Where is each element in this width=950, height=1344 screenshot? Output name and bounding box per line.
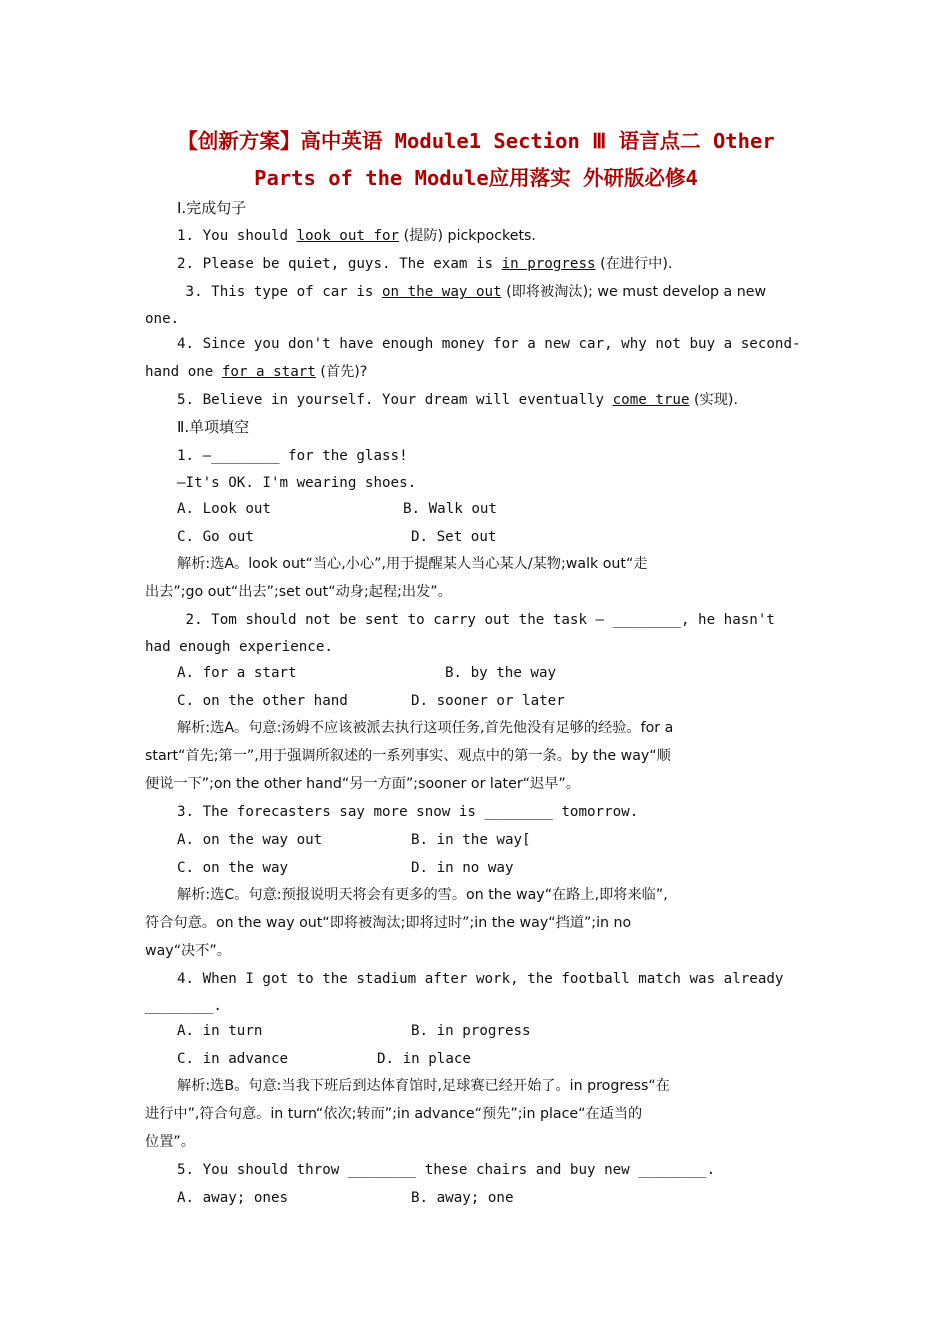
section-1-heading: Ⅰ.完成句子 <box>177 199 247 217</box>
question-4-option-d: D. in place <box>377 1051 471 1067</box>
question-3-option-b: B. in the way[ <box>411 832 531 848</box>
question-1-option-b: B. Walk out <box>403 501 497 517</box>
question-5-stem: 5. You should throw ________ these chairs and buy new ________. <box>177 1162 716 1178</box>
question-1-analysis-line-1: 解析:选A。look out“当心,小心”,用于提醒某人当心某人/某物;walk out“走 <box>177 556 648 572</box>
question-3-stem: 3. The forecasters say more snow is ________ tomorrow. <box>177 804 639 820</box>
sentence-3-hint: (即将被淘汰); we must develop a new <box>501 284 767 300</box>
question-2-option-a: A. for a start <box>177 665 297 681</box>
sentence-5-answer: come true <box>612 392 690 408</box>
sentence-3-text: 3. This type of car is <box>177 284 382 300</box>
question-2-option-d: D. sooner or later <box>411 693 565 709</box>
question-2-analysis-line-1: 解析:选A。句意:汤姆不应该被派去执行这项任务,首先他没有足够的经验。for a <box>177 720 674 736</box>
question-3-analysis-line-1: 解析:选C。句意:预报说明天将会有更多的雪。on the way“在路上,即将来临”, <box>177 887 668 903</box>
question-2-option-b: B. by the way <box>445 665 557 681</box>
document-title-line-1: 【创新方案】高中英语 Module1 Section Ⅲ 语言点二 Other <box>177 129 775 153</box>
question-2-option-c: C. on the other hand <box>177 693 348 709</box>
question-4-analysis-line-1: 解析:选B。句意:当我下班后到达体育馆时,足球赛已经开始了。in progress“在 <box>177 1078 670 1094</box>
question-5-option-b: B. away; one <box>411 1190 514 1206</box>
sentence-1 <box>177 226 536 246</box>
question-2-stem-line-2: had enough experience. <box>145 639 333 655</box>
question-4-analysis-line-2: 进行中”,符合句意。in turn“依次;转而”;in advance“预先”;in place“在适当的 <box>145 1106 643 1122</box>
question-1-stem: 1. —________ for the glass! <box>177 448 408 464</box>
question-3-option-c: C. on the way <box>177 860 289 876</box>
question-4-option-c: C. in advance <box>177 1051 289 1067</box>
question-1-response: —It's OK. I'm wearing shoes. <box>177 475 417 491</box>
sentence-4-hint: (首先)? <box>315 364 368 380</box>
question-5-option-a: A. away; ones <box>177 1190 289 1206</box>
sentence-1-answer: look out for <box>296 228 400 244</box>
question-3-analysis-line-3: way“决不”。 <box>145 943 231 959</box>
sentence-3 <box>177 282 766 302</box>
sentence-4-line-2 <box>145 362 367 382</box>
sentence-2-hint: (在进行中). <box>595 256 673 272</box>
question-1-option-d: D. Set out <box>411 529 497 545</box>
question-3-option-a: A. on the way out <box>177 832 323 848</box>
sentence-5-text: 5. Believe in yourself. Your dream will eventually <box>177 392 613 408</box>
sentence-4-line-1: 4. Since you don't have enough money for a new car, why not buy a second- <box>177 336 801 352</box>
question-1-option-c: C. Go out <box>177 529 254 545</box>
question-1-option-a: A. Look out <box>177 501 271 517</box>
sentence-2-text: 2. Please be quiet, guys. The exam is <box>177 256 502 272</box>
question-2-analysis-line-2: start“首先;第一”,用于强调所叙述的一系列事实、观点中的第一条。by the way“顺 <box>145 748 671 764</box>
sentence-1-text: 1. You should <box>177 228 297 244</box>
document-title-line-2: Parts of the Module应用落实 外研版必修4 <box>254 166 698 190</box>
question-4-option-a: A. in turn <box>177 1023 263 1039</box>
sentence-4-answer: for a start <box>221 364 316 380</box>
section-2-heading: Ⅱ.单项填空 <box>177 418 250 436</box>
question-2-analysis-line-3: 便说一下”;on the other hand“另一方面”;sooner or later“迟早”。 <box>145 776 580 792</box>
question-2-stem-line-1: 2. Tom should not be sent to carry out the task — ________, he hasn't <box>177 612 775 628</box>
question-3-option-d: D. in no way <box>411 860 514 876</box>
sentence-5 <box>177 390 738 410</box>
question-4-stem-line-1: 4. When I got to the stadium after work, the football match was already <box>177 971 784 987</box>
sentence-2-answer: in progress <box>501 256 596 272</box>
question-3-analysis-line-2: 符合句意。on the way out“即将被淘汰;即将过时”;in the way“挡道”;in no <box>145 915 632 931</box>
question-1-analysis-line-2: 出去”;go out“出去”;set out“动身;起程;出发”。 <box>145 584 452 600</box>
sentence-3-continued: one. <box>145 311 180 327</box>
sentence-4-text: hand one <box>145 364 222 380</box>
question-4-stem-line-2: ________. <box>145 998 222 1014</box>
sentence-2 <box>177 254 672 274</box>
sentence-3-answer: on the way out <box>382 284 502 300</box>
question-4-option-b: B. in progress <box>411 1023 531 1039</box>
question-4-analysis-line-3: 位置”。 <box>145 1134 195 1150</box>
sentence-1-hint: (提防) pickpockets. <box>399 228 536 244</box>
sentence-5-hint: (实现). <box>689 392 738 408</box>
